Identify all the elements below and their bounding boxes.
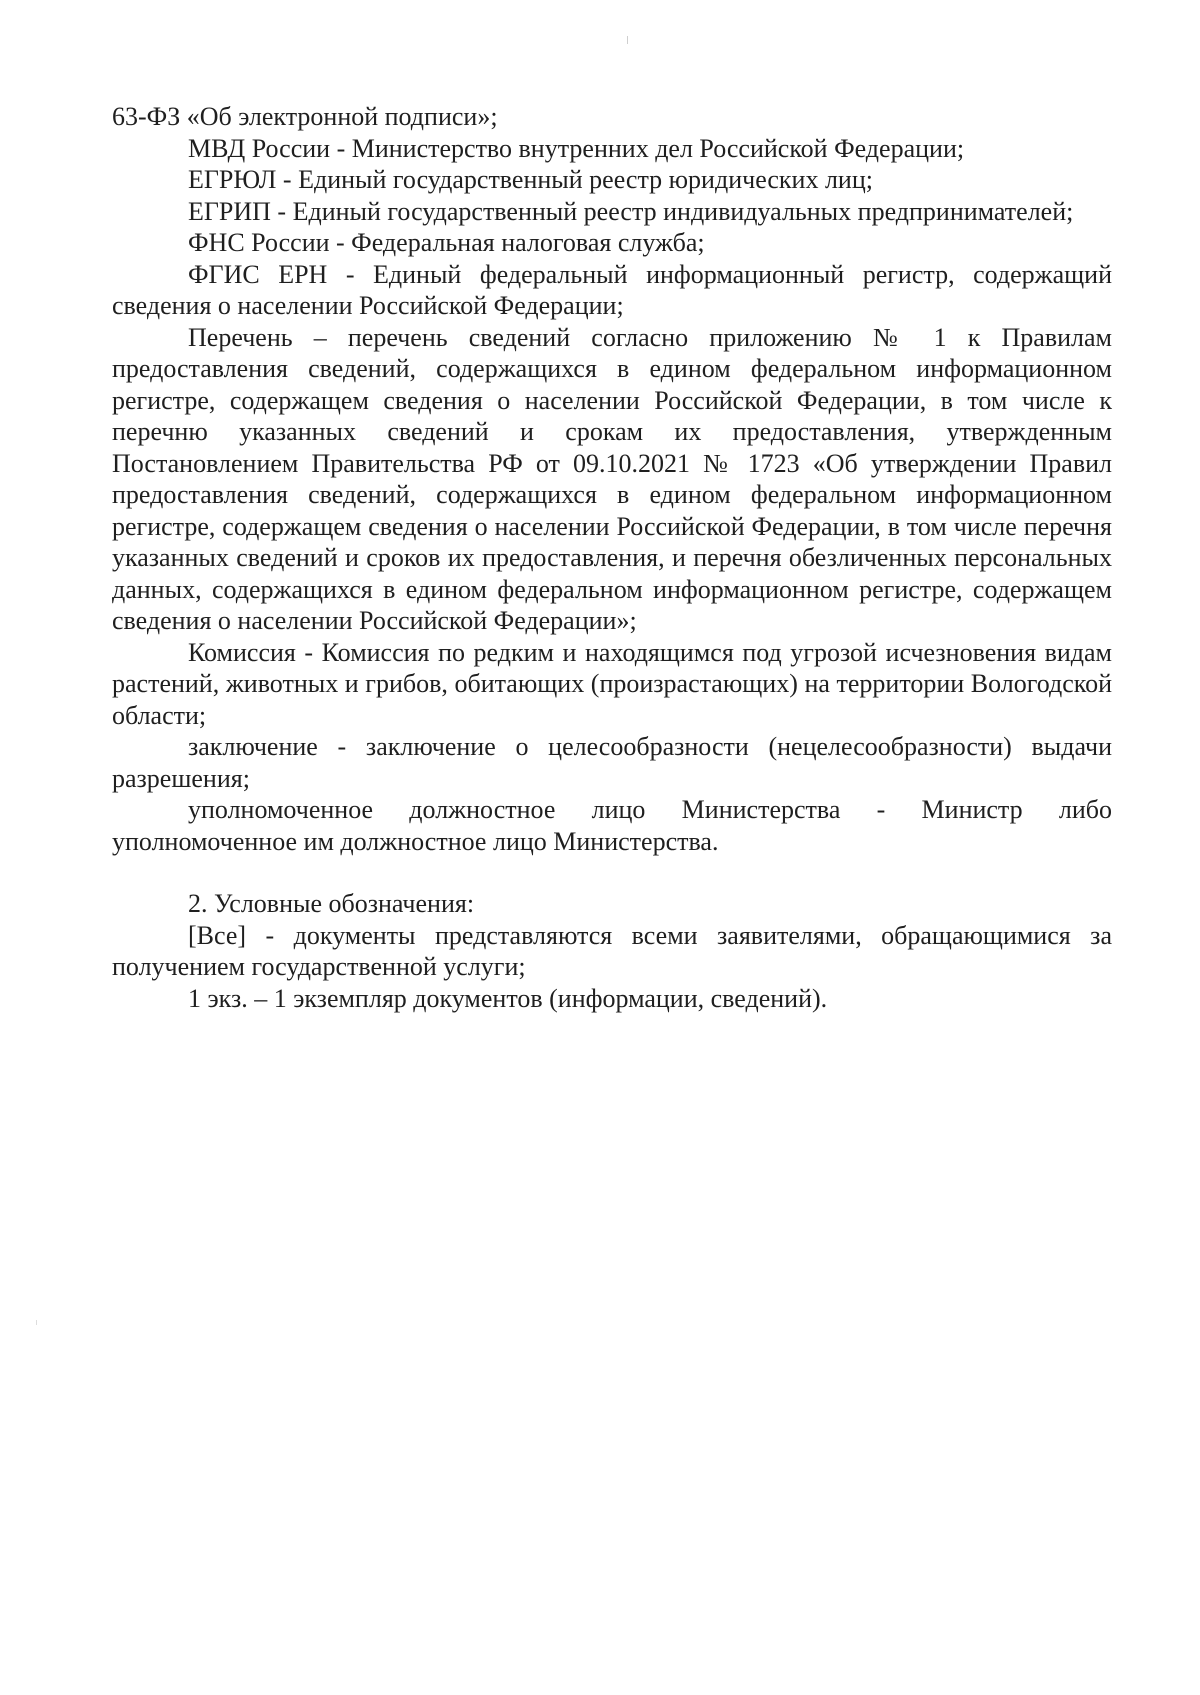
paragraph-mvd-definition: МВД России - Министерство внутренних дел Российской Федерации; xyxy=(188,133,965,163)
scan-speck xyxy=(36,1320,37,1325)
section-heading-symbols: 2. Условные обозначения: xyxy=(188,889,475,918)
paragraph-official-definition: уполномоченное должностное лицо Министерства - Министр либо уполномоченное им должностное лицо Министерства. xyxy=(112,795,1112,856)
paragraph-komissiya-definition: Комиссия - Комиссия по редким и находящимся под угрозой исчезновения видам растений, животных и грибов, обитающих (произрастающих) на территории Вологодской области; xyxy=(112,637,1112,730)
paragraph-zaklyuchenie-definition: заключение - заключение о целесообразности (нецелесообразности) выдачи разрешения; xyxy=(112,732,1112,793)
paragraph-law-reference: 63-ФЗ «Об электронной подписи»; xyxy=(112,102,498,131)
paragraph-egryul-definition: ЕГРЮЛ - Единый государственный реестр юридических лиц; xyxy=(188,165,873,194)
paragraph-egrip-definition: ЕГРИП - Единый государственный реестр индивидуальных предпринимателей; xyxy=(188,196,1074,226)
paragraph-fgis-ern-definition: ФГИС ЕРН - Единый федеральный информационный регистр, содержащий сведения о населении Российской Федерации; xyxy=(112,259,1112,320)
scan-mark xyxy=(627,36,628,44)
paragraph-perechen-definition: Перечень – перечень сведений согласно приложению № 1 к Правилам предоставления сведений, содержащихся в едином федеральном информационном регистре, содержащем сведения о населении Российской Федерации, в том числе к перечню указанных сведений и срокам их предоставления, утвержденным Постановлением Правительства РФ от 09.10.2021 № 1723 «Об утверждении Правил предоставления сведений, содержащихся в едином федеральном информационном регистре, содержащем сведения о населении Российской Федерации, в том числе перечня указанных сведений и сроков их предоставления, и перечня обезличенных персональных данных, содержащихся в едином федеральном информационном регистре, содержащем сведения о населении Российской Федерации»; xyxy=(112,322,1112,635)
paragraph-all-symbol: [Все] - документы представляются всеми заявителями, обращающимися за получением государственной услуги; xyxy=(112,920,1112,981)
paragraph-copy-symbol: 1 экз. – 1 экземпляр документов (информации, сведений). xyxy=(188,983,828,1013)
paragraph-fns-definition: ФНС России - Федеральная налоговая служба; xyxy=(188,228,705,257)
document-body xyxy=(112,101,1112,1014)
